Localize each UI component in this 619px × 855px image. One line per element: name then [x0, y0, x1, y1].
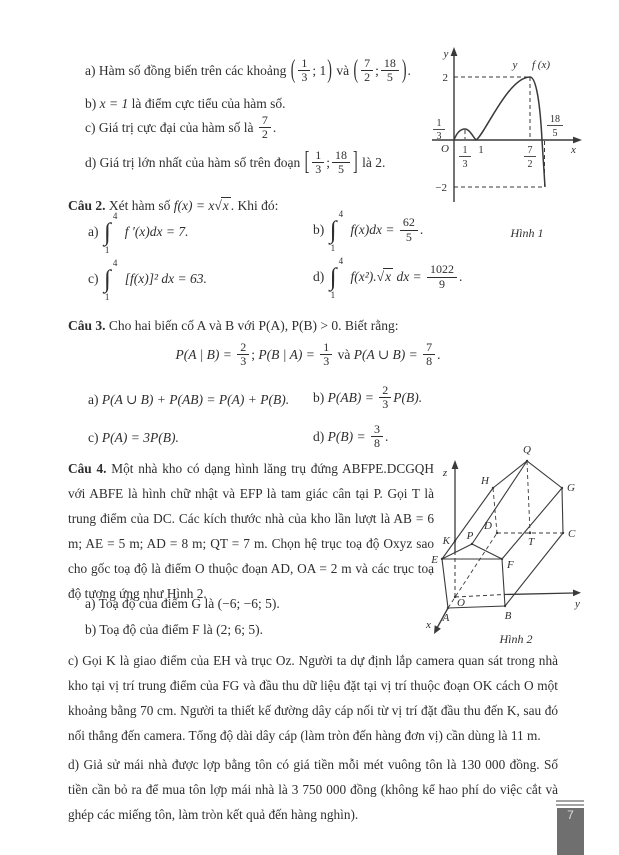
fraction: $\frac{7}{2}$	[259, 114, 271, 141]
prism-solid-edges	[442, 461, 563, 608]
q3-item-a	[88, 392, 289, 408]
left-bracket: [	[304, 148, 310, 177]
q1-item-a: a) Hàm số đồng biến trên các khoảng ( $\frac{1}{3}$ ; 1) và ( $\frac{7}{2}$ ; $\frac{18}{5}$ ).	[85, 56, 411, 85]
fraction: $\frac{3}{8}$	[371, 423, 383, 450]
right-paren: )	[327, 56, 332, 85]
math-expression: x = 1	[99, 96, 129, 111]
origin-label: O	[441, 143, 449, 155]
item-label: d)	[313, 428, 325, 444]
function-curve	[454, 77, 545, 187]
q4-item-c: c) Gọi K là giao điểm của EH và trục Oz. Người ta dự định lắp camera quan sát trong nhà kho tại vị trí trung điểm của FG và đầu thu dữ liệu đặt tại vị trí thuộc đoạn OK cách O một khoảng bằng 70 cm. Người ta thiết kế đường dây cáp nối từ vị trí đặt đầu thu đến K, sau đó nối thẳng đến camera. Tổng độ dài dây cáp (làm tròn đến hàng đơn vị) cần dùng là 11 m.	[68, 653, 558, 743]
item-label: b)	[85, 96, 97, 111]
q2-item-a	[88, 211, 189, 255]
fraction: $\frac{1022}{9}$	[427, 263, 457, 290]
y-axis-label: y	[443, 48, 449, 60]
math-expression: f(x)dx =	[350, 222, 395, 238]
right-paren: )	[401, 56, 407, 85]
tick-frac-7-2	[524, 145, 536, 170]
math-expression: P(A ∪ B) + P(AB) = P(A) + P(B).	[101, 392, 290, 407]
integral-sign: ∫ 4 1	[329, 256, 344, 300]
item-label: d)	[85, 154, 97, 170]
figure-2	[418, 434, 618, 654]
fraction: $\frac{18}{5}$	[381, 57, 399, 84]
q2-heading: Câu 2. Xét hàm số f(x) = x√x . Khi đó:	[68, 198, 279, 213]
svg-text:2: 2	[527, 159, 533, 170]
tick-2: 2	[442, 72, 448, 84]
point-H-label: H	[481, 475, 489, 487]
tab-decoration-line	[556, 800, 584, 802]
tab-decoration-line	[556, 804, 584, 806]
point-A-label: A	[442, 612, 450, 624]
point-B-label: B	[504, 610, 512, 622]
fraction: $\frac{2}{3}$	[379, 384, 391, 411]
point-D-label: D	[484, 520, 492, 532]
dashed-guides	[454, 77, 545, 187]
question-number: Câu 2.	[68, 198, 106, 213]
q4-item-a: a) Toạ độ của điểm G là (−6; −6; 5).	[85, 596, 280, 611]
item-label: d)	[313, 269, 325, 285]
fraction: $\frac{62}{5}$	[400, 216, 418, 243]
y-axis-label: y	[575, 598, 580, 610]
left-paren: (	[290, 56, 296, 85]
math-expression: f(x) = x	[173, 198, 215, 213]
svg-text:5: 5	[552, 128, 558, 139]
item-label: c)	[85, 119, 96, 135]
math-expression: P(A | B) =	[175, 346, 232, 362]
q1-item-d: d) Giá trị lớn nhất của hàm số trên đoạn [ $\frac{1}{3}$ ; $\frac{18}{5}$ ] là 2.	[85, 148, 386, 177]
item-label: c)	[88, 271, 99, 287]
math-expression: dx =	[396, 269, 422, 285]
point-K-label: K	[442, 535, 450, 547]
tick-frac-1-3-x	[459, 145, 471, 170]
square-root: √x	[214, 198, 229, 213]
math-expression: P(B) =	[327, 428, 366, 444]
tick-frac-1-3-y	[433, 118, 445, 142]
item-label: a)	[88, 224, 99, 240]
math-expression: P(AB) =	[327, 389, 374, 405]
question-number: Câu 4.	[68, 461, 107, 476]
q3-item-d: d) P(B) = $\frac{3}{8}$ .	[313, 422, 389, 451]
point-T-label: T	[527, 536, 535, 548]
right-bracket: ]	[353, 148, 358, 177]
fraction: $\frac{1}{3}$	[298, 57, 310, 84]
math-expression: [f(x)]² dx = 63.	[124, 271, 207, 287]
fraction: $\frac{7}{2}$	[361, 57, 373, 84]
page-number-tab	[557, 808, 584, 855]
math-expression: P(B | A) =	[258, 346, 315, 362]
prism-hidden-edges	[448, 461, 563, 608]
point-C-label: C	[568, 528, 576, 540]
question-number: Câu 3.	[68, 318, 106, 333]
q4-paragraph: Câu 4. Một nhà kho có dạng hình lăng trụ đứng ABFPE.DCGQH với ABFE là hình chữ nhật và EFP là tam giác cân tại P. Gọi T là trung điểm của DC. Các kích thước nhà của kho lần lượt là AB = 6 m; AE = 5 m; AD = 8 m; QT = 7 m. Chọn hệ trục toạ độ Oxyz sao cho gốc toạ độ là điểm O thuộc đoạn AD, OA = 2 m và các trục toạ độ tương ứng như Hình 2.	[68, 461, 434, 601]
q2-item-d: d) ∫ 4 1 f(x²).√x dx = $\frac{1022}{9}$ .	[313, 256, 463, 300]
function-graph	[424, 40, 616, 245]
q2-item-c	[88, 258, 207, 302]
item-label: b)	[313, 222, 325, 238]
math-expression: P(B).	[393, 389, 423, 405]
q3-item-c	[88, 430, 179, 446]
item-label: b)	[313, 389, 325, 405]
math-expression: P(A) = 3P(B).	[101, 430, 179, 445]
figure-2-caption: Hình 2	[499, 632, 533, 646]
q3-item-b	[313, 385, 422, 412]
integral-sign: ∫ 4 1	[329, 209, 344, 253]
fraction: $\frac{2}{3}$	[237, 341, 249, 368]
math-expression: f(x²).	[350, 269, 377, 285]
q3-heading: Câu 3. Cho hai biến cố A và B với P(A), P(B) > 0. Biết rằng:	[68, 318, 399, 333]
svg-text:3: 3	[462, 159, 468, 170]
tick-1: 1	[478, 144, 484, 156]
z-axis-label: z	[442, 467, 448, 479]
x-axis-label: x	[571, 144, 576, 156]
item-label: a)	[85, 62, 96, 78]
square-root: √x	[376, 269, 392, 285]
x-axis-label: x	[426, 619, 431, 631]
point-E-label: E	[431, 554, 438, 566]
svg-text:1: 1	[462, 145, 468, 156]
point-P-label: P	[466, 530, 474, 542]
q3-given-equation: P(A | B) = $\frac{2}{3}$ ; P(B | A) = $\frac{1}{3}$ và P(A ∪ B) = $\frac{7}{8}$ .	[175, 340, 441, 369]
y-axis-arrow	[451, 47, 458, 56]
figure-1	[424, 40, 616, 250]
figure-1-caption: Hình 1	[510, 226, 544, 240]
fraction: $\frac{1}{3}$	[320, 341, 332, 368]
point-Q-label: Q	[523, 444, 531, 456]
svg-text:3: 3	[436, 131, 442, 142]
prism-diagram	[418, 434, 618, 649]
fraction: $\frac{1}{3}$	[312, 149, 324, 176]
curve-fx-label: f (x)	[531, 59, 551, 71]
q1-item-c: c) Giá trị cực đại của hàm số là $\frac{7}{2}$ .	[85, 113, 277, 142]
point-G-label: G	[567, 482, 575, 494]
left-paren: (	[353, 56, 359, 85]
fraction: $\frac{18}{5}$	[332, 149, 350, 176]
q1-item-b: b) x = 1 là điểm cực tiểu của hàm số.	[85, 96, 286, 111]
q2-item-b: b) ∫ 4 1 f(x)dx = $\frac{62}{5}$ .	[313, 209, 424, 253]
tick-frac-18-5	[547, 114, 563, 139]
vertex-labels	[425, 444, 580, 631]
item-label: c)	[88, 430, 99, 445]
math-expression: P(A ∪ B) =	[353, 346, 418, 362]
point-F-label: F	[507, 559, 514, 571]
fraction: $\frac{7}{8}$	[423, 341, 435, 368]
svg-text:18: 18	[550, 114, 560, 125]
page-number: 7	[567, 808, 574, 822]
tick-neg2: −2	[435, 182, 447, 194]
svg-text:7: 7	[527, 145, 533, 156]
origin-label: O	[457, 597, 465, 609]
svg-text:1: 1	[436, 118, 442, 129]
math-expression: f ′(x)dx = 7.	[124, 224, 189, 240]
item-label: a)	[88, 392, 99, 407]
integral-sign: ∫ 4 1	[103, 211, 118, 255]
q4-item-b: b) Toạ độ của điểm F là (2; 6; 5).	[85, 622, 264, 637]
q4-item-d: d) Giả sử mái nhà được lợp bằng tôn có giá tiền mỗi mét vuông tôn là 130 000 đồng. Số tiền cần bỏ ra để mua tôn lợp mái nhà là 3 750 000 đồng (không kể hao phí do việc cắt và ghép các miếng tôn, làm tròn kết quả đến hàng nghìn).	[68, 757, 558, 822]
x-axis-arrow	[573, 137, 582, 144]
curve-y-label: y	[512, 59, 518, 71]
integral-sign: ∫ 4 1	[103, 258, 118, 302]
